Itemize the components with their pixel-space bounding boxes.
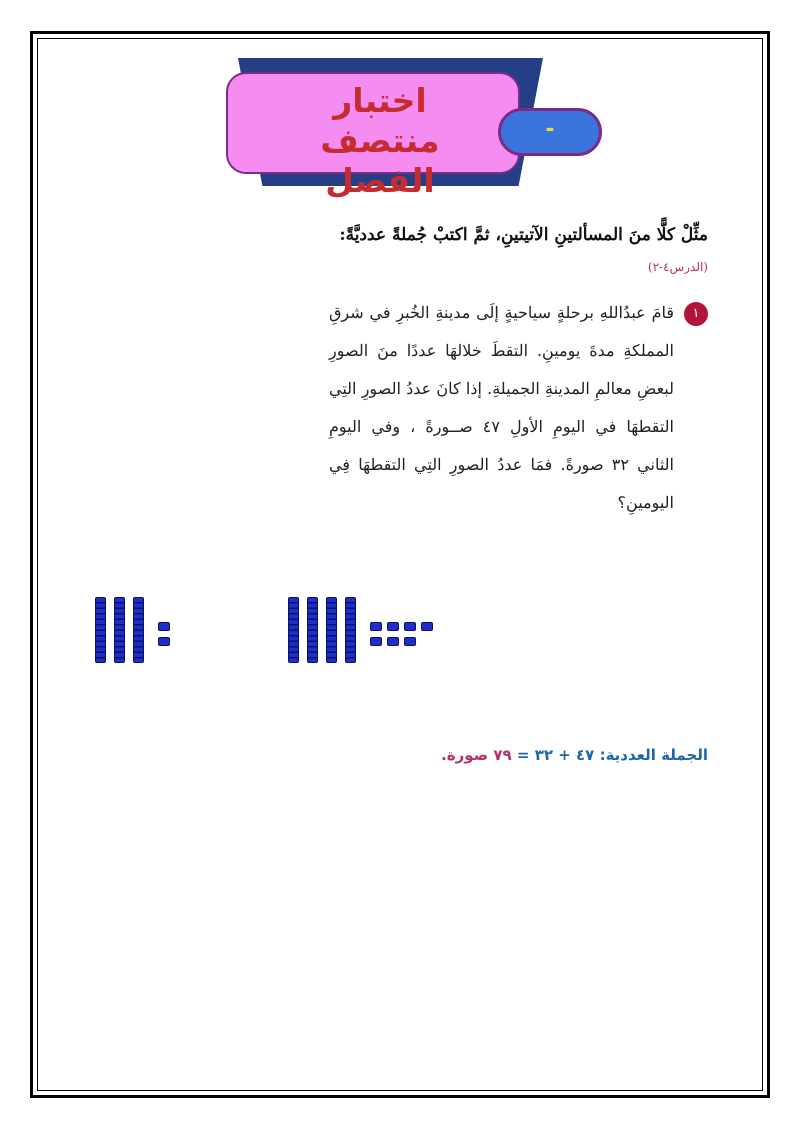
lesson-reference: (الدرس٤-٢) — [647, 260, 708, 274]
number-sentence-equation: ٤٧ + ٣٢ = — [511, 746, 595, 764]
question-number-badge: ١ — [684, 302, 708, 326]
page-title — [270, 81, 490, 201]
word-problem-text: قامَ عبدُاللهِ برحلةٍ سياحيةٍ إلَى مدينةِ الخُبرِ في شرقِ المملكةِ مدةَ يومينِ. التقطَ خلالهَا عددًا منَ الصورِ لبعضِ معالمِ المدينةِ الجميلةِ. إذا كانَ عددُ الصورِ التِي التقطهَا في اليومِ الأولِ ٤٧ صــورةً ، وفي اليومِ الثاني ٣٢ صورةً. فمَا عددُ الصورِ التِي التقطهَا فِي اليومينِ؟ — [329, 303, 674, 512]
title-line-1: اختبار منتصف — [320, 81, 440, 160]
instruction-text: مثِّلْ كلًّا منَ المسألتينِ الآتيتينِ، ثمَّ اكتبْ جُملةً عدديَّةً: — [339, 225, 708, 245]
number-sentence — [208, 740, 708, 770]
number-sentence-result: ٧٩ صورة. — [441, 746, 512, 764]
title-line-2: الفصل — [325, 161, 435, 200]
title-banner — [210, 53, 610, 200]
number-sentence-label: الجملة العددية: — [599, 746, 708, 764]
title-pill: - — [498, 108, 602, 156]
